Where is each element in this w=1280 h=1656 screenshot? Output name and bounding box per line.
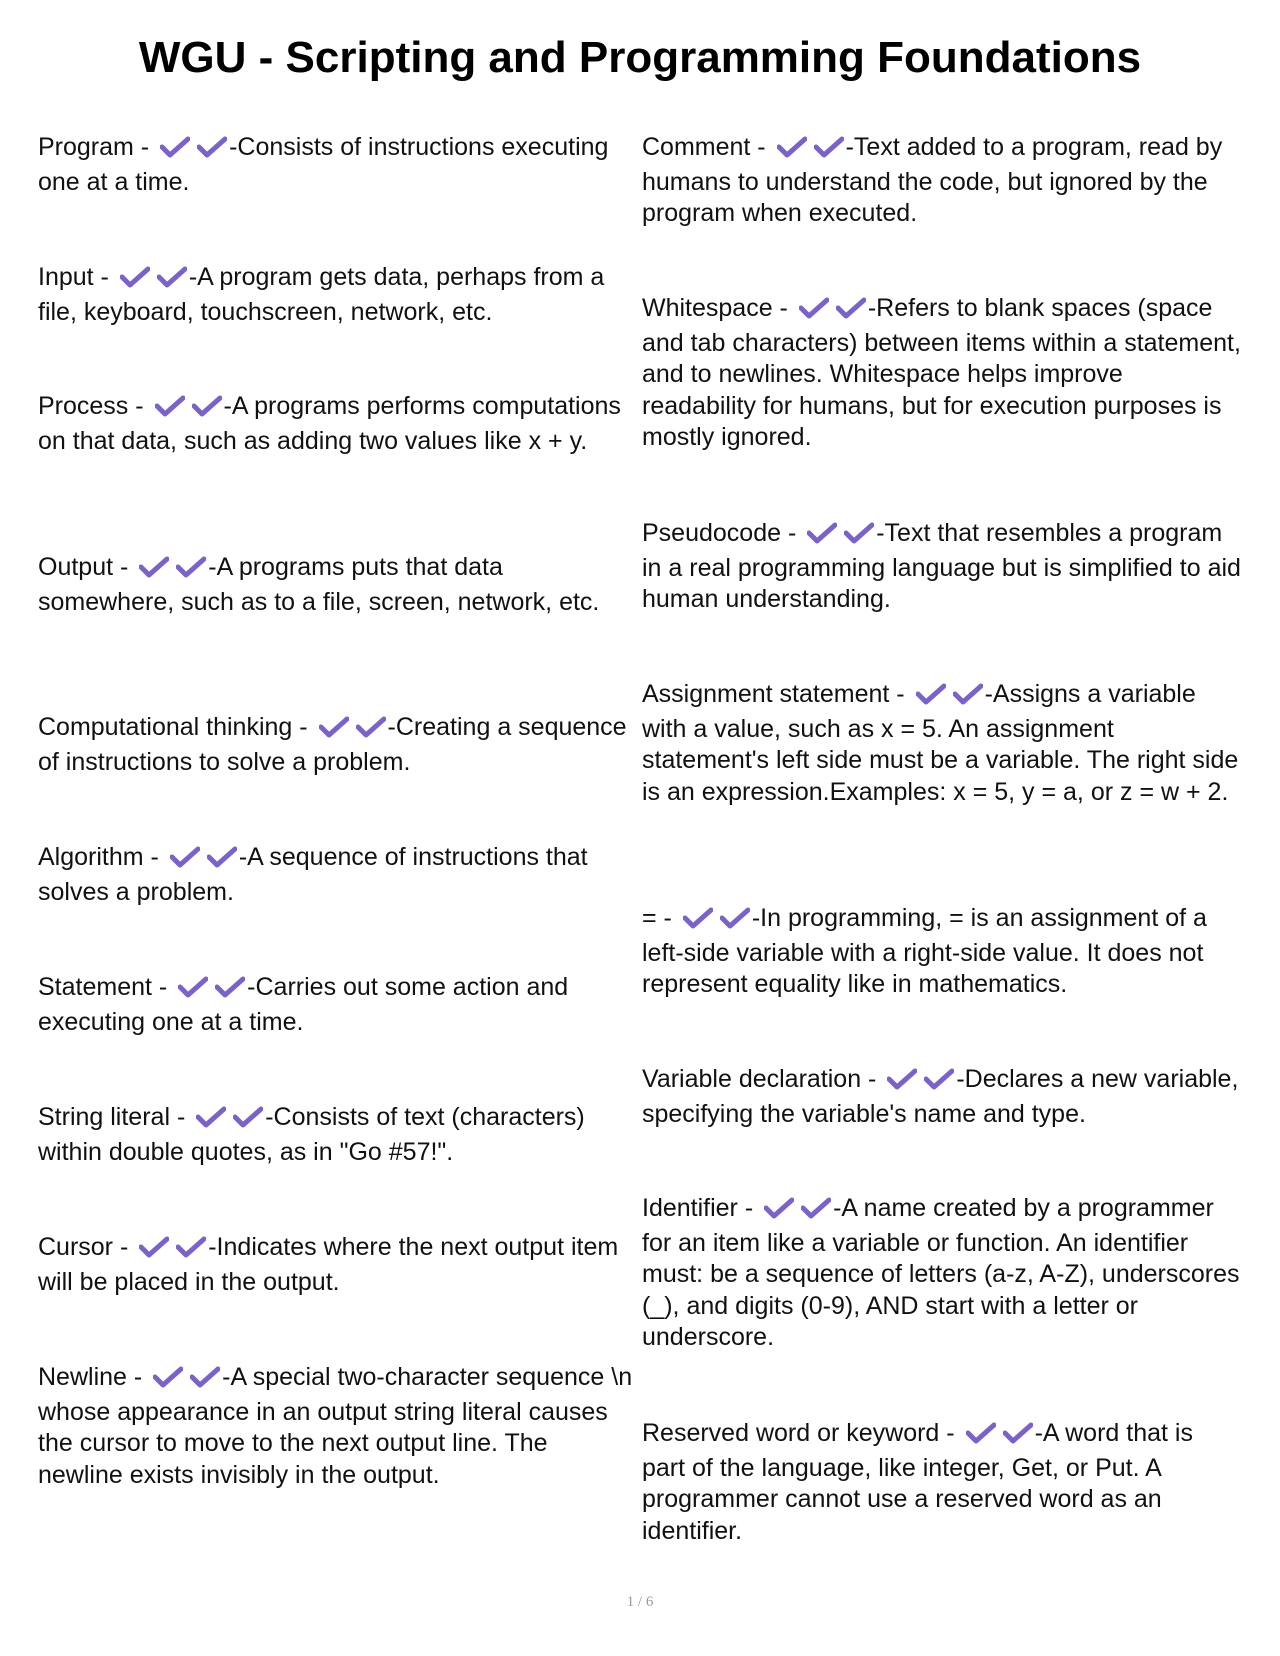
checkmarks xyxy=(966,1421,1033,1453)
checkmark-icon xyxy=(170,846,200,868)
entry-definition: -Carries out some action and executing one at a time. xyxy=(38,973,569,1036)
entry-definition: -Consists of instructions executing one at a time. xyxy=(38,133,609,196)
checkmark-icon xyxy=(197,136,227,158)
checkmark-icon xyxy=(777,136,807,158)
entry-identifier xyxy=(642,1193,1242,1354)
checkmark-icon xyxy=(720,907,750,929)
checkmark-icon xyxy=(844,522,874,544)
entry-definition: -Text added to a program, read by humans to understand the code, but ignored by the program when executed. xyxy=(642,133,1223,227)
entry-term: Whitespace - xyxy=(642,294,795,322)
checkmark-icon xyxy=(153,1366,183,1388)
checkmarks xyxy=(887,1067,954,1099)
checkmark-icon xyxy=(799,297,829,319)
checkmarks xyxy=(139,555,206,587)
checkmarks xyxy=(777,135,844,167)
checkmark-icon xyxy=(190,1366,220,1388)
checkmarks xyxy=(683,906,750,938)
entry-definition: -Text that resembles a program in a real programming language but is simplified to aid human understanding. xyxy=(642,519,1241,613)
entry-whitespace xyxy=(642,293,1242,454)
entry-term: String literal - xyxy=(38,1103,193,1131)
entry-term: Process - xyxy=(38,392,151,420)
entry-term: Output - xyxy=(38,553,136,581)
checkmarks xyxy=(196,1105,263,1137)
checkmarks xyxy=(319,715,386,747)
entry-cursor xyxy=(38,1232,633,1298)
entry-definition: -A programs performs computations on that data, such as adding two values like x + y. xyxy=(38,392,621,455)
entry-definition: -A programs puts that data somewhere, such as to a file, screen, network, etc. xyxy=(38,553,600,616)
entry-definition: -Indicates where the next output item will be placed in the output. xyxy=(38,1233,619,1296)
checkmark-icon xyxy=(887,1068,917,1090)
entry-term: Input - xyxy=(38,263,116,291)
page-number: 1 / 6 xyxy=(626,1594,654,1610)
entry-definition: -Refers to blank spaces (space and tab characters) between items within a statement, and to newlines. Whitespace helps improve readability for humans, but for execution purposes is mostly ignored. xyxy=(642,294,1241,451)
entry-definition: -Assigns a variable with a value, such as x = 5. An assignment statement's left side must be a variable. The right side is an expression.Examples: x = 5, y = a, or z = w + 2. xyxy=(642,680,1239,806)
entry-term: Identifier - xyxy=(642,1194,761,1222)
entry-term: = - xyxy=(642,904,679,932)
entry-term: Program - xyxy=(38,133,157,161)
checkmarks xyxy=(153,1365,220,1397)
entry-definition: -A special two-character sequence \n whose appearance in an output string literal causes the cursor to move to the next output line. The newline exists invisibly in the output. xyxy=(38,1363,633,1489)
checkmark-icon xyxy=(924,1068,954,1090)
entry-output xyxy=(38,552,633,618)
entry-pseudocode xyxy=(642,518,1242,616)
entry-definition: -Consists of text (characters) within double quotes, as in "Go #57!". xyxy=(38,1103,585,1166)
entry-definition: -A program gets data, perhaps from a file, keyboard, touchscreen, network, etc. xyxy=(38,263,605,326)
checkmark-icon xyxy=(814,136,844,158)
entry-assignment-statement xyxy=(642,679,1242,808)
checkmarks xyxy=(170,845,237,877)
checkmark-icon xyxy=(801,1197,831,1219)
checkmark-icon xyxy=(953,683,983,705)
checkmarks xyxy=(155,394,222,426)
entry-definition: -A sequence of instructions that solves a problem. xyxy=(38,843,588,906)
checkmark-icon xyxy=(356,716,386,738)
checkmark-icon xyxy=(836,297,866,319)
entry-term: Cursor - xyxy=(38,1233,136,1261)
entry-term: Statement - xyxy=(38,973,175,1001)
checkmark-icon xyxy=(683,907,713,929)
entry-statement xyxy=(38,972,633,1038)
checkmark-icon xyxy=(192,395,222,417)
checkmark-icon xyxy=(1003,1422,1033,1444)
checkmark-icon xyxy=(215,976,245,998)
entry-computational-thinking xyxy=(38,712,633,778)
entry-equals-operator xyxy=(642,903,1242,1001)
checkmarks xyxy=(807,521,874,553)
entry-definition: -Declares a new variable, specifying the variable's name and type. xyxy=(642,1065,1239,1128)
checkmark-icon xyxy=(160,136,190,158)
entry-definition: -In programming, = is an assignment of a left-side variable with a right-side value. It does not represent equality like in mathematics. xyxy=(642,904,1207,998)
checkmark-icon xyxy=(139,1236,169,1258)
entry-term: Comment - xyxy=(642,133,773,161)
entry-definition: -A name created by a programmer for an item like a variable or function. An identifier must: be a sequence of letters (a-z, A-Z), underscores (_), and digits (0-9), AND start with a letter or underscore. xyxy=(642,1194,1240,1351)
entry-term: Pseudocode - xyxy=(642,519,804,547)
entry-reserved-word xyxy=(642,1418,1242,1547)
checkmarks xyxy=(139,1235,206,1267)
checkmark-icon xyxy=(207,846,237,868)
checkmarks xyxy=(799,296,866,328)
entry-program xyxy=(38,132,633,198)
checkmarks xyxy=(178,975,245,1007)
checkmark-icon xyxy=(916,683,946,705)
checkmark-icon xyxy=(120,266,150,288)
entry-algorithm xyxy=(38,842,633,908)
entry-definition: -A word that is part of the language, like integer, Get, or Put. A programmer cannot use a reserved word as an identifier. xyxy=(642,1419,1193,1545)
checkmarks xyxy=(764,1196,831,1228)
entry-term: Variable declaration - xyxy=(642,1065,884,1093)
entry-string-literal xyxy=(38,1102,633,1168)
checkmark-icon xyxy=(139,556,169,578)
checkmark-icon xyxy=(807,522,837,544)
entry-term: Algorithm - xyxy=(38,843,166,871)
entry-term: Computational thinking - xyxy=(38,713,315,741)
checkmark-icon xyxy=(176,556,206,578)
checkmarks xyxy=(916,682,983,714)
checkmark-icon xyxy=(196,1106,226,1128)
checkmark-icon xyxy=(155,395,185,417)
checkmarks xyxy=(120,265,187,297)
entry-input xyxy=(38,262,633,328)
entry-newline xyxy=(38,1362,633,1491)
checkmark-icon xyxy=(157,266,187,288)
checkmark-icon xyxy=(764,1197,794,1219)
entry-definition: -Creating a sequence of instructions to solve a problem. xyxy=(38,713,627,776)
checkmark-icon xyxy=(178,976,208,998)
entry-variable-declaration xyxy=(642,1064,1242,1130)
checkmark-icon xyxy=(966,1422,996,1444)
checkmark-icon xyxy=(233,1106,263,1128)
checkmarks xyxy=(160,135,227,167)
page-title: WGU - Scripting and Programming Foundations xyxy=(138,33,1142,82)
entry-term: Newline - xyxy=(38,1363,150,1391)
checkmark-icon xyxy=(319,716,349,738)
entry-process xyxy=(38,391,633,457)
entry-term: Reserved word or keyword - xyxy=(642,1419,962,1447)
checkmark-icon xyxy=(176,1236,206,1258)
entry-term: Assignment statement - xyxy=(642,680,912,708)
entry-comment xyxy=(642,132,1242,230)
